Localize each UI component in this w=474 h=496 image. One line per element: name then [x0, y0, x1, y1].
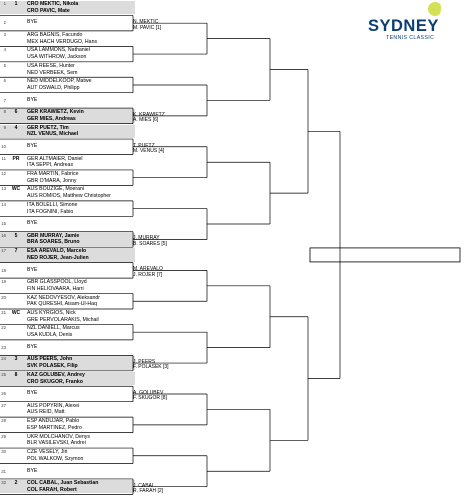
player-name: CRO MEKTIC, Nikola	[27, 1, 79, 7]
player-name: NED VERBEEK, Sem	[27, 69, 78, 76]
player-name: AUS REID, Matt	[27, 409, 65, 416]
seed-label: 5	[14, 232, 18, 239]
logo-subtitle: TENNIS CLASSIC	[386, 35, 435, 41]
player-name: AUS BOUZIGE, Moerani	[27, 186, 85, 193]
player-name: POL WALKOW, Szymon	[27, 455, 84, 462]
seed-label: 6	[14, 109, 18, 116]
draw-position: 26	[1, 391, 6, 397]
player-name: GBR MURRAY, Jamie	[27, 232, 80, 239]
draw-position: 31	[1, 468, 6, 474]
player-name: GER KRAWIETZ, Kevin	[27, 109, 84, 116]
player-name: BYE	[27, 343, 38, 350]
seed-label: 7	[14, 248, 18, 255]
draw-position: 6	[3, 78, 6, 84]
player-name: MEX HACH VERDUGO, Hans	[27, 38, 98, 45]
logo-title: SYDNEY	[368, 17, 439, 35]
player-name: GER PUETZ, Tim	[27, 124, 69, 131]
round2-winner: T. PUETZ	[133, 142, 155, 149]
player-name: AUS POPYRIN, Alexei	[27, 402, 80, 409]
round2-winner: J. PEERS	[133, 359, 156, 365]
player-name: SVK POLASEK, Filip	[27, 363, 78, 370]
draw-position: 16	[1, 232, 6, 238]
player-name: GER MIES, Andreas	[27, 115, 76, 122]
player-name: BYE	[27, 143, 38, 150]
draw-position: 5	[3, 62, 6, 68]
player-name: USA REESE, Hunter	[27, 62, 75, 69]
draw-position: 2	[3, 20, 6, 26]
player-name: BLR VASILEVSKI, Andrei	[27, 440, 86, 447]
draw-position: 32	[1, 479, 6, 485]
player-name: ITA SEPPI, Andreas	[27, 162, 74, 169]
player-name: BYE	[27, 467, 38, 474]
player-name: NZL VENUS, Michael	[27, 131, 79, 138]
draw-position: 8	[3, 109, 6, 115]
draw-position: 12	[1, 170, 6, 176]
seed-label: PR	[12, 155, 20, 162]
draw-position: 15	[1, 221, 6, 227]
draw-position: 1	[3, 1, 6, 6]
draw-position: 24	[1, 356, 6, 362]
draw-position: 18	[1, 267, 6, 273]
player-name: ESP ANDUJAR, Pablo	[27, 418, 80, 425]
draw-position: 30	[1, 449, 6, 455]
seed-label: WC	[11, 186, 21, 193]
round2-winner: A. MIES [6]	[133, 117, 159, 124]
draw-position: 19	[1, 279, 6, 285]
player-name: BYE	[27, 390, 38, 397]
player-name: NZL DANIELL, Marcus	[27, 325, 80, 332]
player-name: UKR MOLCHANOV, Denys	[27, 433, 90, 440]
player-name: KAZ GOLUBEV, Andrey	[27, 371, 85, 378]
round2-winner: K. KRAWIETZ	[133, 111, 165, 118]
player-name: BYE	[27, 96, 38, 103]
player-name: GER ALTMAIER, Daniel	[27, 155, 83, 162]
player-name: NED MIDDELKOOP, Matwe	[27, 78, 92, 85]
seed-label: 8	[14, 371, 18, 378]
player-name: KAZ NEDOVYESOV, Aleksandr	[27, 294, 101, 301]
seed-label: 1	[14, 1, 18, 7]
player-name: COL FARAH, Robert	[27, 486, 77, 493]
seed-label: WC	[11, 310, 21, 316]
seed-label: 2	[14, 479, 18, 486]
draw-position: 27	[1, 402, 6, 408]
player-name: COL CABAL, Juan Sebastian	[27, 479, 99, 486]
player-name: CRO PAVIC, Mate	[27, 7, 70, 14]
draw-position: 25	[1, 371, 6, 377]
player-name: FIN HELIOVAARA, Harri	[27, 285, 84, 292]
player-name: BYE	[27, 266, 38, 273]
player-name: ARG BAGNIS, Facundo	[27, 31, 83, 38]
winner-box	[310, 248, 460, 262]
round2-winner: R. FARAH [2]	[133, 488, 164, 494]
seed-label: 4	[14, 124, 18, 131]
round2-winner: J. MURRAY	[133, 235, 160, 242]
seed-label: 3	[14, 356, 18, 363]
player-name: ITA BOLELLI, Simone	[27, 201, 78, 208]
round2-winner: B. SOARES [5]	[133, 240, 167, 247]
round2-winner: J. ROJER [7]	[133, 271, 163, 278]
player-name: GRE PERVOLARAKIS, Michail	[27, 316, 99, 323]
draw-position: 20	[1, 294, 6, 300]
round2-winner: M. VENUS [4]	[133, 148, 165, 155]
player-name: PAK QURESHI, Aisam-Ul-Haq	[27, 301, 97, 308]
player-name: AUS ROMIOS, Matthew Christopher	[27, 193, 111, 200]
tennis-ball-icon	[428, 2, 442, 16]
draw-position: 14	[1, 201, 6, 207]
player-name: CZE VESELY, Jiri	[27, 449, 68, 456]
round2-winner: F. POLASEK [3]	[133, 364, 169, 371]
player-name: FRA MARTIN, Fabrice	[27, 170, 79, 177]
round2-winner: N. MEKTIC	[133, 19, 159, 26]
draw-position: 29	[1, 433, 6, 439]
round2-winner: J. CABAL	[133, 482, 155, 489]
tournament-logo	[368, 0, 472, 46]
player-name: GBR GLASSPOOL, Lloyd	[27, 279, 87, 286]
player-name: USA WITHROW, Jackson	[27, 54, 87, 61]
draw-position: 21	[1, 310, 6, 315]
player-name: NED ROJER, Jean-Julien	[27, 254, 89, 261]
player-name: GBR O'MARA, Jonny	[27, 177, 77, 184]
draw-position: 7	[3, 97, 6, 103]
draw-position: 10	[1, 144, 6, 150]
player-name: USA KUDLA, Denis	[27, 332, 73, 339]
draw-position: 23	[1, 344, 6, 350]
round2-winner: M. AREVALO	[133, 266, 163, 273]
draw-position: 13	[1, 186, 6, 192]
player-name: ITA FOGNINI, Fabio	[27, 208, 74, 215]
player-name: BYE	[27, 19, 38, 26]
draw-position: 17	[1, 248, 6, 254]
draw-position: 22	[1, 325, 6, 331]
draw-position: 4	[3, 47, 6, 53]
round2-winner: M. PAVIC [1]	[133, 24, 162, 31]
player-name: AUS PEERS, John	[27, 356, 73, 363]
draw-position: 28	[1, 418, 6, 424]
player-name: BYE	[27, 220, 38, 227]
player-name: USA LAMMONS, Nathaniel	[27, 47, 90, 54]
draw-position: 11	[1, 155, 6, 161]
player-name: ESA AREVALO, Marcelo	[27, 248, 87, 255]
player-name: AUT OSWALD, Philipp	[27, 84, 80, 91]
player-name: AUS KYRGIOS, Nick	[27, 310, 76, 316]
round2-winner: F. SKUGOR [8]	[133, 395, 167, 402]
player-name: BRA SOARES, Bruno	[27, 239, 80, 246]
draw-position: 9	[3, 124, 6, 130]
round2-winner: A. GOLUBEV	[133, 389, 164, 396]
player-name: ESP MARTINEZ, Pedro	[27, 424, 82, 431]
draw-position: 3	[3, 31, 6, 37]
player-name: CRO SKUGOR, Franko	[27, 378, 83, 385]
